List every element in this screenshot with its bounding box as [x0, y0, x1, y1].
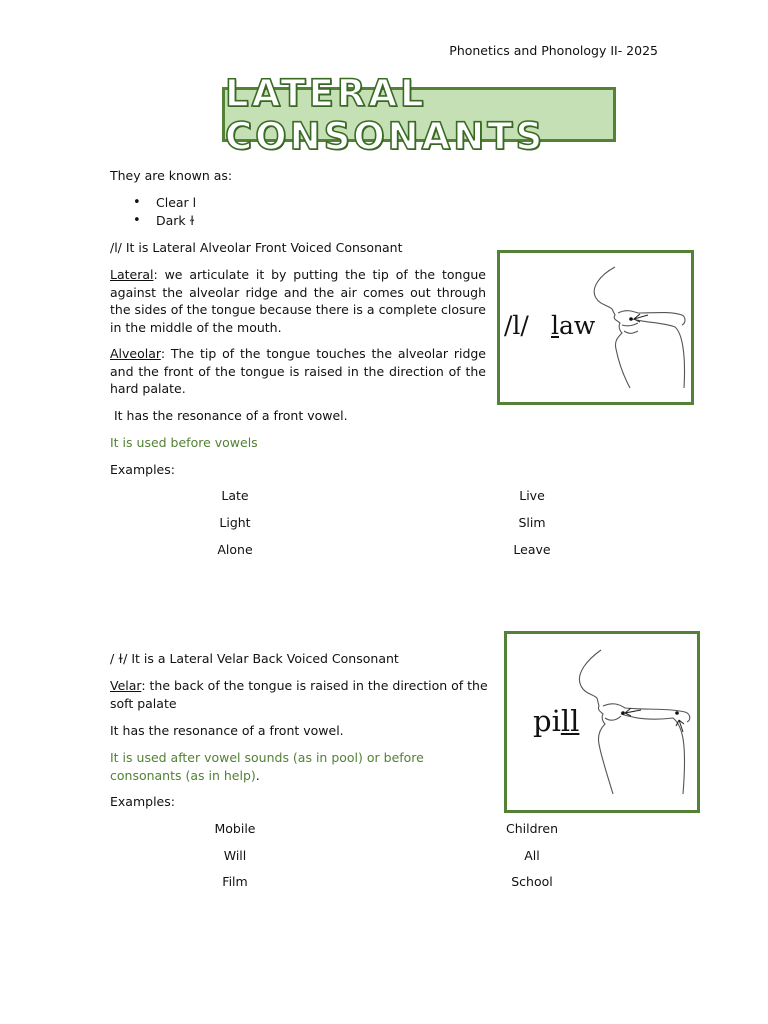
dark-l-examples-label: Examples:	[110, 794, 175, 809]
list-item: • Clear l	[133, 194, 196, 212]
word-rest: aw	[559, 311, 596, 340]
velar-term: Velar	[110, 678, 142, 693]
dark-l-resonance: It has the resonance of a front vowel.	[110, 723, 344, 738]
head-profile-icon	[507, 634, 697, 810]
example-word: Slim	[518, 515, 546, 530]
example-word: Children	[505, 821, 558, 836]
velar-text: : the back of the tongue is raised in the direction of the soft palate	[110, 678, 488, 711]
intro-text: They are known as:	[110, 168, 233, 183]
lateral-term: Lateral	[110, 267, 154, 282]
dark-l-diagram	[504, 631, 700, 813]
clear-l-heading: /l/ It is Lateral Alveolar Front Voiced Consonant	[110, 240, 403, 255]
lateral-definition	[110, 266, 486, 336]
bullet-list	[133, 194, 196, 229]
dark-l-usage-end: .	[255, 767, 260, 783]
list-item: • Dark ɫ	[133, 212, 196, 230]
clear-l-usage: It is used before vowels	[110, 435, 258, 450]
dark-l-usage	[110, 749, 490, 784]
dark-l-usage-text: It is used after vowel sounds (as in pool) or before consonants (as in help)	[110, 750, 424, 783]
example-word: School	[511, 874, 553, 889]
underlined-letter: l	[551, 311, 559, 340]
alveolar-text: : The tip of the tongue touches the alveolar ridge and the front of the tongue is raised in the direction of the hard palate.	[110, 346, 486, 396]
underlined-letters: ll	[560, 704, 580, 738]
example-word: Light	[219, 515, 251, 530]
example-word: Film	[222, 874, 248, 889]
course-header: Phonetics and Phonology II- 2025	[449, 43, 658, 58]
clear-l-symbol: /l/	[504, 311, 529, 340]
alveolar-definition	[110, 345, 486, 398]
clear-l-resonance: It has the resonance of a front vowel.	[110, 408, 348, 423]
example-word: Live	[519, 488, 545, 503]
lateral-text: : we articulate it by putting the tip of the tongue against the alveolar ridge and the air comes out through the sides of the tongue because there is a complete closure in the middle of the mouth.	[110, 267, 486, 335]
velar-definition	[110, 677, 490, 712]
word-start: pi	[533, 704, 561, 738]
example-word: Leave	[513, 542, 551, 557]
clear-l-diagram	[497, 250, 694, 405]
alveolar-term: Alveolar	[110, 346, 161, 361]
example-word: Alone	[217, 542, 253, 557]
dark-l-heading: / ɫ/ It is a Lateral Velar Back Voiced Consonant	[110, 651, 399, 666]
clear-l-examples-label: Examples:	[110, 462, 175, 477]
title-banner	[222, 71, 616, 158]
head-profile-icon	[500, 253, 691, 402]
example-word: Will	[223, 848, 247, 863]
example-word: Late	[221, 488, 249, 503]
page-title: LATERAL CONSONANTS	[225, 71, 546, 158]
example-word: Mobile	[214, 821, 256, 836]
example-word: All	[524, 848, 540, 863]
